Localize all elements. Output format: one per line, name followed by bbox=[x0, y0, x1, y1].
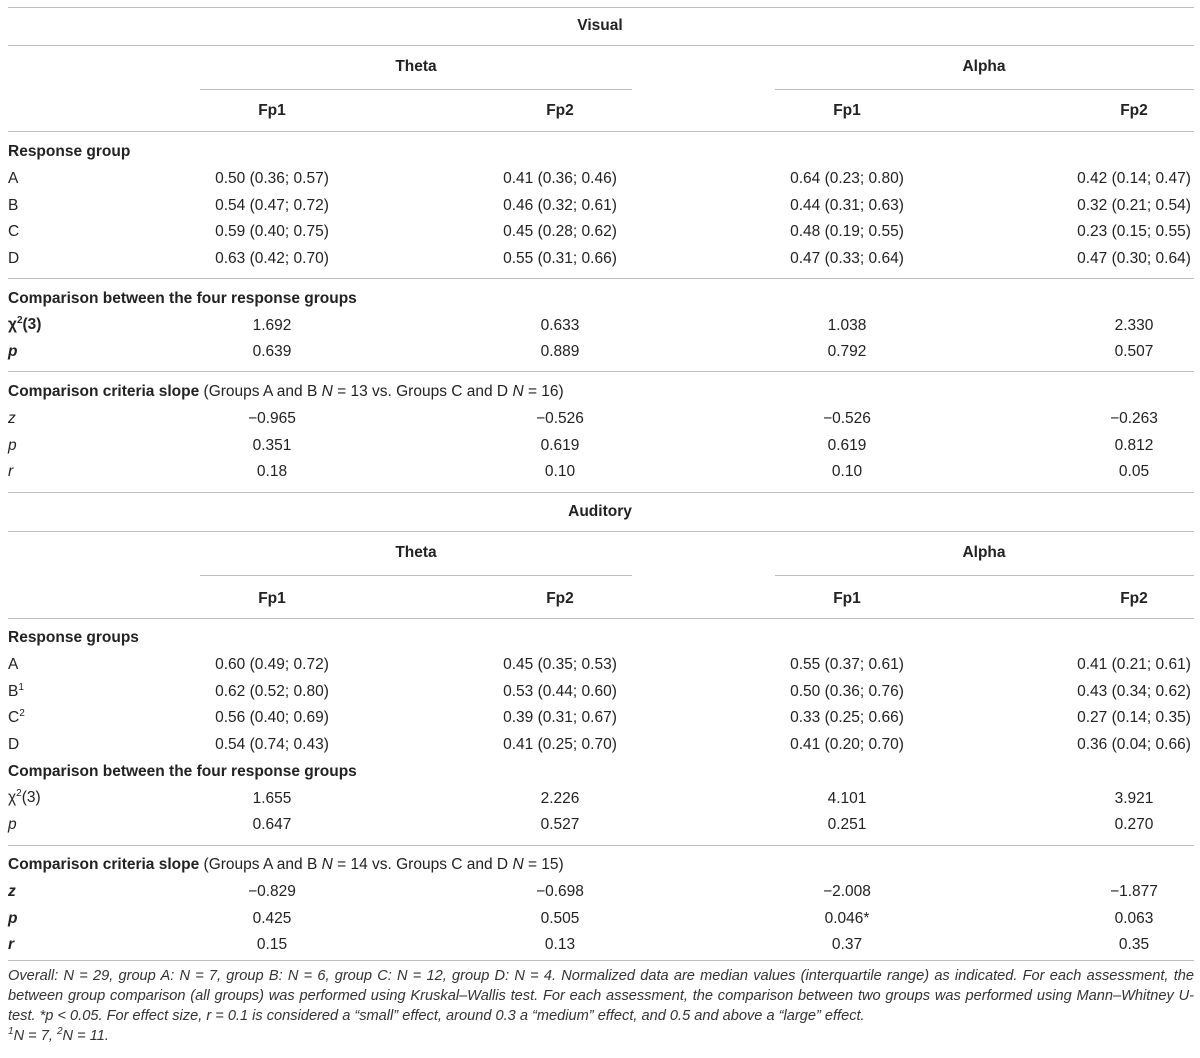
stat-value: −0.263 bbox=[1110, 410, 1158, 427]
stat-value: 0.889 bbox=[540, 343, 580, 360]
stat-value: −2.008 bbox=[823, 883, 871, 900]
stat-value: −0.965 bbox=[248, 410, 296, 427]
row-rule bbox=[8, 845, 1194, 846]
stat-value: 0.527 bbox=[540, 816, 580, 833]
stat-value: −0.698 bbox=[536, 883, 584, 900]
stat-label-z: z bbox=[8, 883, 16, 900]
stat-value: 0.507 bbox=[1114, 343, 1154, 360]
stat-value: 0.619 bbox=[827, 437, 867, 454]
column-header-fp2: Fp2 bbox=[1120, 590, 1148, 607]
stat-label-chi-square: $\chi^2(3)$ bbox=[8, 315, 42, 333]
stat-value: 0.270 bbox=[1114, 816, 1154, 833]
column-header-fp2: Fp2 bbox=[546, 590, 574, 607]
stat-value: −1.877 bbox=[1110, 883, 1158, 900]
band-rule-theta bbox=[200, 575, 632, 576]
table-cell: 0.44 (0.31; 0.63) bbox=[790, 197, 904, 214]
row-label: D bbox=[8, 250, 20, 267]
section-rule bbox=[8, 531, 1194, 532]
stat-label-chi-square: $\chi^2(3)$ bbox=[8, 788, 41, 806]
stat-value: 0.505 bbox=[540, 910, 580, 927]
stat-value: 2.226 bbox=[540, 790, 580, 807]
table-cell: 0.47 (0.30; 0.64) bbox=[1077, 250, 1191, 267]
table-cell: 0.50 (0.36; 0.57) bbox=[215, 170, 329, 187]
table-top-rule bbox=[8, 7, 1194, 8]
header-rule bbox=[8, 618, 1194, 619]
section-rule bbox=[8, 492, 1194, 493]
stat-value: 0.10 bbox=[831, 463, 863, 480]
stat-value: 0.18 bbox=[256, 463, 288, 480]
stat-value: 4.101 bbox=[827, 790, 867, 807]
table-cell: 0.41 (0.36; 0.46) bbox=[503, 170, 617, 187]
comparison-heading: Comparison between the four response groups bbox=[8, 763, 357, 780]
stat-value: −0.829 bbox=[248, 883, 296, 900]
stat-value: 0.351 bbox=[252, 437, 292, 454]
section-title-visual: Visual bbox=[577, 17, 623, 34]
band-rule-theta bbox=[200, 89, 632, 90]
stat-value: 0.792 bbox=[827, 343, 867, 360]
footnote-text: Overall: N = 29, group A: N = 7, group B: N = 6, group C: N = 12, group D: N = 4. Normalized data are median values (interquartile range) as indicated. For each assessment, the between group comparison (all groups) was performed using Kruskal–Wallis test. For each assessment, the comparison between two groups was performed using Mann–Whitney U-test. *p < 0.05. For effect size, r = 0.1 is considered a “small” effect, around 0.3 a “medium” effect, and 0.5 and above a “large” effect. bbox=[8, 968, 1194, 1024]
stat-value: 0.251 bbox=[827, 816, 867, 833]
row-label: A bbox=[8, 656, 19, 673]
stat-value: 0.10 bbox=[544, 463, 576, 480]
table-cell: 0.42 (0.14; 0.47) bbox=[1077, 170, 1191, 187]
table-cell: 0.47 (0.33; 0.64) bbox=[790, 250, 904, 267]
table-cell: 0.62 (0.52; 0.80) bbox=[215, 683, 329, 700]
stat-value: 1.038 bbox=[827, 317, 867, 334]
row-label: D bbox=[8, 736, 20, 753]
stat-value: 1.692 bbox=[252, 317, 292, 334]
table-cell: 0.41 (0.21; 0.61) bbox=[1077, 656, 1191, 673]
table-cell: 0.63 (0.42; 0.70) bbox=[215, 250, 329, 267]
table-cell: 0.54 (0.74; 0.43) bbox=[215, 736, 329, 753]
section-rule bbox=[8, 45, 1194, 46]
table-cell: 0.32 (0.21; 0.54) bbox=[1077, 197, 1191, 214]
column-header-fp1: Fp1 bbox=[833, 590, 861, 607]
table-cell: 0.56 (0.40; 0.69) bbox=[215, 709, 329, 726]
column-header-fp1: Fp1 bbox=[833, 102, 861, 119]
row-label: B bbox=[8, 197, 19, 214]
comparison-heading: Comparison between the four response groups bbox=[8, 290, 357, 307]
band-rule-alpha bbox=[775, 575, 1194, 576]
table-cell: 0.60 (0.49; 0.72) bbox=[215, 656, 329, 673]
stat-value: 0.13 bbox=[544, 936, 576, 953]
stat-value: 0.37 bbox=[831, 936, 863, 953]
stat-value: 1.655 bbox=[252, 790, 292, 807]
stat-label-p: p bbox=[8, 343, 18, 360]
table-cell: 0.41 (0.20; 0.70) bbox=[790, 736, 904, 753]
stat-value: 3.921 bbox=[1114, 790, 1154, 807]
stat-value: 2.330 bbox=[1114, 317, 1154, 334]
row-label: C bbox=[8, 223, 20, 240]
column-header-fp1: Fp1 bbox=[258, 102, 286, 119]
table-cell: 0.59 (0.40; 0.75) bbox=[215, 223, 329, 240]
stat-value: 0.639 bbox=[252, 343, 292, 360]
slope-heading: Comparison criteria slope (Groups A and B N = 13 vs. Groups C and D N = 16) bbox=[8, 383, 564, 400]
table-cell: 0.46 (0.32; 0.61) bbox=[503, 197, 617, 214]
table-bottom-rule bbox=[8, 960, 1194, 961]
table-cell: 0.64 (0.23; 0.80) bbox=[790, 170, 904, 187]
row-label: A bbox=[8, 170, 19, 187]
row-rule bbox=[8, 278, 1194, 279]
table-cell: 0.39 (0.31; 0.67) bbox=[503, 709, 617, 726]
row-label: $B^1$ bbox=[8, 682, 24, 700]
stat-label-z: z bbox=[8, 410, 16, 427]
table-cell: 0.27 (0.14; 0.35) bbox=[1077, 709, 1191, 726]
stat-value: 0.046* bbox=[824, 910, 870, 927]
slope-heading: Comparison criteria slope (Groups A and B N = 14 vs. Groups C and D N = 15) bbox=[8, 856, 564, 873]
stat-label-p: p bbox=[8, 910, 18, 927]
table-cell: 0.55 (0.37; 0.61) bbox=[790, 656, 904, 673]
stat-value: 0.633 bbox=[540, 317, 580, 334]
table-cell: 0.43 (0.34; 0.62) bbox=[1077, 683, 1191, 700]
stat-value: 0.15 bbox=[256, 936, 288, 953]
stat-value: 0.35 bbox=[1118, 936, 1150, 953]
band-header-theta: Theta bbox=[395, 58, 437, 75]
table-cell: 0.45 (0.28; 0.62) bbox=[503, 223, 617, 240]
column-header-fp2: Fp2 bbox=[546, 102, 574, 119]
table-cell: 0.55 (0.31; 0.66) bbox=[503, 250, 617, 267]
table-cell: 0.45 (0.35; 0.53) bbox=[503, 656, 617, 673]
group-heading: Response group bbox=[8, 143, 131, 160]
row-label: $C^2$ bbox=[8, 708, 25, 726]
stat-value: 0.647 bbox=[252, 816, 292, 833]
band-header-alpha: Alpha bbox=[962, 544, 1006, 561]
stat-value: −0.526 bbox=[536, 410, 584, 427]
stat-label-p: p bbox=[8, 437, 17, 454]
table-cell: 0.54 (0.47; 0.72) bbox=[215, 197, 329, 214]
header-rule bbox=[8, 131, 1194, 132]
stat-value: −0.526 bbox=[823, 410, 871, 427]
stat-value: 0.812 bbox=[1114, 437, 1154, 454]
stat-value: 0.425 bbox=[252, 910, 292, 927]
table-cell: 0.53 (0.44; 0.60) bbox=[503, 683, 617, 700]
stat-value: 0.619 bbox=[540, 437, 580, 454]
table-cell: 0.23 (0.15; 0.55) bbox=[1077, 223, 1191, 240]
table-cell: 0.36 (0.04; 0.66) bbox=[1077, 736, 1191, 753]
band-rule-alpha bbox=[775, 89, 1194, 90]
stat-label-r: r bbox=[8, 936, 15, 953]
stat-value: 0.063 bbox=[1114, 910, 1154, 927]
stat-value: 0.05 bbox=[1118, 463, 1150, 480]
column-header-fp1: Fp1 bbox=[258, 590, 286, 607]
table-footnote: Overall: N = 29, group A: N = 7, group B: N = 6, group C: N = 12, group D: N = 4. Normalized data are median values (interquartile range) as indicated. For each assessment, the between group comparison (all groups) was performed using Kruskal–Wallis test. For each assessment, the comparison between two groups was performed using Mann–Whitney U-test. *p < 0.05. For effect size, r = 0.1 is considered a “small” effect, around 0.3 a “medium” effect, and 0.5 and above a “large” effect. $^1$N = 7, $^2$N = 11. bbox=[8, 968, 1194, 1044]
table-cell: 0.50 (0.36; 0.76) bbox=[790, 683, 904, 700]
stat-label-p: p bbox=[8, 816, 17, 833]
table-cell: 0.48 (0.19; 0.55) bbox=[790, 223, 904, 240]
stat-label-r: r bbox=[8, 463, 14, 480]
column-header-fp2: Fp2 bbox=[1120, 102, 1148, 119]
group-heading: Response groups bbox=[8, 629, 139, 646]
table-cell: 0.33 (0.25; 0.66) bbox=[790, 709, 904, 726]
table-cell: 0.41 (0.25; 0.70) bbox=[503, 736, 617, 753]
section-title-auditory: Auditory bbox=[568, 503, 632, 520]
band-header-alpha: Alpha bbox=[962, 58, 1006, 75]
row-rule bbox=[8, 371, 1194, 372]
band-header-theta: Theta bbox=[395, 544, 437, 561]
